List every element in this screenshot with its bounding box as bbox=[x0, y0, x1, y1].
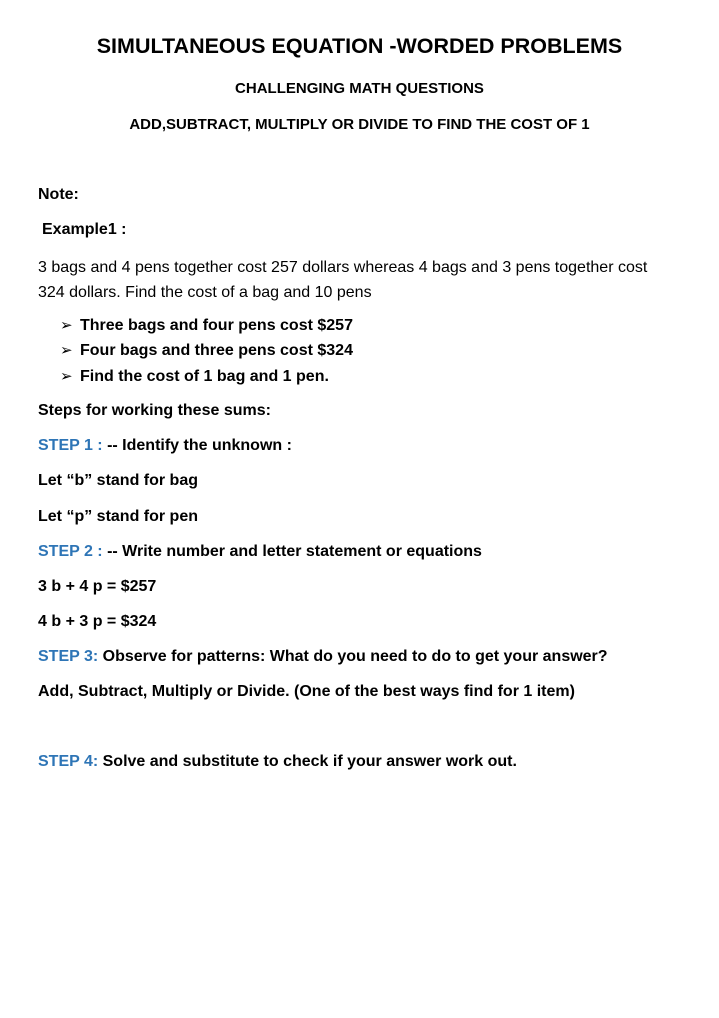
bullet-text: Three bags and four pens cost $257 bbox=[80, 317, 353, 334]
problem-text: 3 bags and 4 pens together cost 257 dollars whereas 4 bags and 3 pens together cost 324 dollars. Find the cost of a bag and 10 pens bbox=[38, 259, 648, 301]
let-b-line: Let “b” stand for bag bbox=[38, 472, 198, 489]
step3-line bbox=[38, 648, 608, 666]
arrow-bullet-icon: ➢ bbox=[60, 317, 73, 334]
step4-text: Solve and substitute to check if your answer work out. bbox=[98, 753, 517, 770]
page-title: SIMULTANEOUS EQUATION -WORDED PROBLEMS bbox=[96, 34, 623, 58]
step1-text: -- Identify the unknown : bbox=[102, 437, 292, 454]
bullet-item bbox=[60, 316, 353, 335]
step2-text: -- Write number and letter statement or equations bbox=[102, 543, 482, 560]
step1-label: STEP 1 : bbox=[38, 437, 103, 454]
step4-line bbox=[38, 753, 517, 771]
arrow-bullet-icon: ➢ bbox=[60, 342, 73, 359]
bullet-text: Four bags and three pens cost $324 bbox=[80, 342, 353, 359]
step3-detail: Add, Subtract, Multiply or Divide. (One of the best ways find for 1 item) bbox=[38, 683, 575, 700]
step3-label: STEP 3: bbox=[38, 648, 99, 665]
note-label: Note: bbox=[38, 186, 79, 203]
steps-heading: Steps for working these sums: bbox=[38, 402, 271, 419]
equation-1: 3 b + 4 p = $257 bbox=[38, 578, 157, 595]
subtitle-challenging: CHALLENGING MATH QUESTIONS bbox=[235, 80, 484, 97]
arrow-bullet-icon: ➢ bbox=[60, 368, 73, 385]
bullet-text: Find the cost of 1 bag and 1 pen. bbox=[80, 368, 329, 385]
equation-2: 4 b + 3 p = $324 bbox=[38, 613, 157, 630]
example-label: Example1 : bbox=[42, 221, 127, 238]
step3-text: Observe for patterns: What do you need to do to get your answer? bbox=[98, 648, 608, 665]
step1-line bbox=[38, 437, 292, 455]
bullet-item bbox=[60, 367, 329, 386]
step4-label: STEP 4: bbox=[38, 753, 99, 770]
bullet-item bbox=[60, 341, 353, 360]
step2-label: STEP 2 : bbox=[38, 543, 103, 560]
step2-line bbox=[38, 543, 482, 561]
subtitle-operations: ADD,SUBTRACT, MULTIPLY OR DIVIDE TO FIND THE COST OF 1 bbox=[129, 116, 590, 133]
let-p-line: Let “p” stand for pen bbox=[38, 508, 198, 525]
